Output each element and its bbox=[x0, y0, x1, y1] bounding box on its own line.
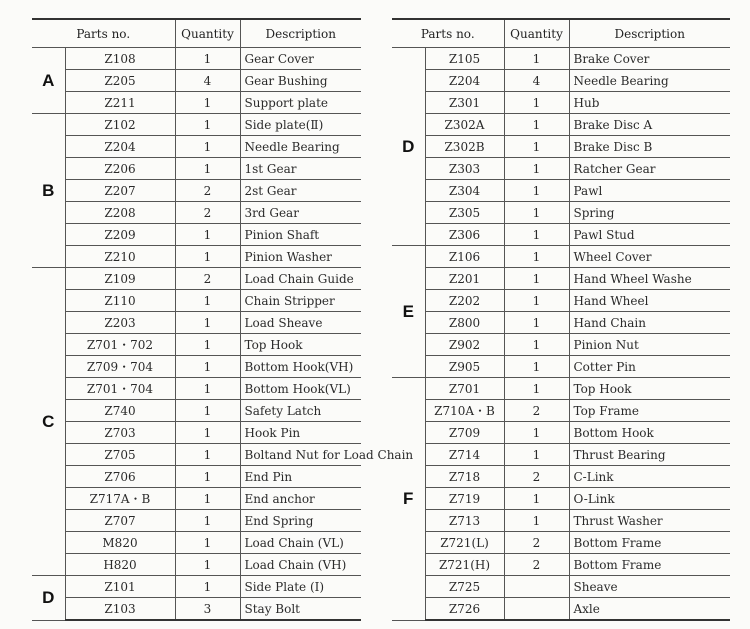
part-number: Z301 bbox=[425, 92, 504, 114]
quantity-cell: 1 bbox=[504, 488, 569, 510]
table-row bbox=[32, 422, 361, 444]
group-label: E bbox=[392, 246, 425, 378]
description-cell: Wheel Cover bbox=[569, 246, 730, 268]
quantity-cell: 1 bbox=[175, 400, 240, 422]
description-cell: Hand Chain bbox=[569, 312, 730, 334]
description-cell: Pawl bbox=[569, 180, 730, 202]
quantity-cell: 1 bbox=[175, 48, 240, 70]
description-cell: Safety Latch bbox=[240, 400, 361, 422]
table-row bbox=[32, 246, 361, 268]
description-cell: Pinion Shaft bbox=[240, 224, 361, 246]
quantity-cell: 2 bbox=[504, 532, 569, 554]
table-row bbox=[392, 356, 730, 378]
part-number: Z201 bbox=[425, 268, 504, 290]
part-number: Z905 bbox=[425, 356, 504, 378]
part-number: Z106 bbox=[425, 246, 504, 268]
table-row bbox=[32, 532, 361, 554]
description-cell: Chain Stripper bbox=[240, 290, 361, 312]
part-number: Z204 bbox=[425, 70, 504, 92]
quantity-cell: 1 bbox=[175, 532, 240, 554]
quantity-cell: 2 bbox=[175, 202, 240, 224]
part-number: Z706 bbox=[65, 466, 175, 488]
part-number: Z703 bbox=[65, 422, 175, 444]
part-number: Z304 bbox=[425, 180, 504, 202]
part-number: Z302B bbox=[425, 136, 504, 158]
description-cell: Pinion Washer bbox=[240, 246, 361, 268]
part-number: Z701・704 bbox=[65, 378, 175, 400]
description-cell: Boltand Nut for Load Chain bbox=[240, 444, 361, 466]
quantity-cell: 1 bbox=[504, 246, 569, 268]
table-row bbox=[32, 378, 361, 400]
quantity-cell: 1 bbox=[504, 92, 569, 114]
part-number: Z210 bbox=[65, 246, 175, 268]
description-header: Description bbox=[240, 19, 361, 48]
part-number: Z204 bbox=[65, 136, 175, 158]
table-row bbox=[392, 158, 730, 180]
quantity-cell: 1 bbox=[175, 312, 240, 334]
part-number: Z203 bbox=[65, 312, 175, 334]
description-cell: Bottom Frame bbox=[569, 532, 730, 554]
quantity-cell: 1 bbox=[504, 158, 569, 180]
part-number: Z202 bbox=[425, 290, 504, 312]
quantity-cell: 1 bbox=[504, 180, 569, 202]
description-cell: Ratcher Gear bbox=[569, 158, 730, 180]
part-number: Z207 bbox=[65, 180, 175, 202]
quantity-cell: 1 bbox=[175, 356, 240, 378]
part-number: Z707 bbox=[65, 510, 175, 532]
part-number: Z710A・B bbox=[425, 400, 504, 422]
part-number: Z209 bbox=[65, 224, 175, 246]
quantity-cell: 1 bbox=[175, 158, 240, 180]
quantity-cell: 1 bbox=[175, 290, 240, 312]
table-row bbox=[392, 246, 730, 268]
table-row bbox=[392, 180, 730, 202]
quantity-cell: 1 bbox=[504, 268, 569, 290]
description-cell: End Spring bbox=[240, 510, 361, 532]
part-number: Z705 bbox=[65, 444, 175, 466]
table-row bbox=[32, 598, 361, 621]
table-row bbox=[32, 510, 361, 532]
part-number: Z709 bbox=[425, 422, 504, 444]
part-number: Z303 bbox=[425, 158, 504, 180]
table-row bbox=[32, 356, 361, 378]
table-row bbox=[32, 488, 361, 510]
part-number: Z725 bbox=[425, 576, 504, 598]
quantity-cell: 1 bbox=[175, 246, 240, 268]
table-row bbox=[392, 532, 730, 554]
quantity-cell: 1 bbox=[175, 444, 240, 466]
description-cell: Load Chain Guide bbox=[240, 268, 361, 290]
table-row bbox=[32, 114, 361, 136]
table-row bbox=[392, 312, 730, 334]
table-row bbox=[32, 136, 361, 158]
description-cell: End anchor bbox=[240, 488, 361, 510]
description-cell: Bottom Frame bbox=[569, 554, 730, 576]
table-row bbox=[32, 92, 361, 114]
description-cell: Load Chain (VH) bbox=[240, 554, 361, 576]
table-row bbox=[392, 114, 730, 136]
part-number: Z721(H) bbox=[425, 554, 504, 576]
quantity-cell: 1 bbox=[504, 202, 569, 224]
description-cell: Bottom Hook bbox=[569, 422, 730, 444]
table-row bbox=[392, 466, 730, 488]
part-number: Z305 bbox=[425, 202, 504, 224]
description-cell: Thrust Bearing bbox=[569, 444, 730, 466]
description-cell: 2st Gear bbox=[240, 180, 361, 202]
quantity-cell: 1 bbox=[175, 334, 240, 356]
part-number: Z726 bbox=[425, 598, 504, 621]
description-cell: End Pin bbox=[240, 466, 361, 488]
quantity-cell: 2 bbox=[504, 554, 569, 576]
description-cell: Pinion Nut bbox=[569, 334, 730, 356]
quantity-cell: 1 bbox=[504, 378, 569, 400]
description-cell: Gear Bushing bbox=[240, 70, 361, 92]
part-number: Z713 bbox=[425, 510, 504, 532]
quantity-cell: 1 bbox=[504, 114, 569, 136]
description-cell: Thrust Washer bbox=[569, 510, 730, 532]
description-cell: Needle Bearing bbox=[240, 136, 361, 158]
quantity-cell: 1 bbox=[504, 356, 569, 378]
table-row bbox=[32, 180, 361, 202]
part-number: Z717A・B bbox=[65, 488, 175, 510]
table-row bbox=[32, 334, 361, 356]
quantity-cell: 1 bbox=[175, 466, 240, 488]
part-number: Z701 bbox=[425, 378, 504, 400]
quantity-cell: 2 bbox=[175, 268, 240, 290]
table-row bbox=[392, 92, 730, 114]
group-label: A bbox=[32, 48, 65, 114]
description-cell: Top Hook bbox=[240, 334, 361, 356]
group-label: D bbox=[32, 576, 65, 621]
part-number: Z208 bbox=[65, 202, 175, 224]
part-number: Z800 bbox=[425, 312, 504, 334]
part-number: Z740 bbox=[65, 400, 175, 422]
part-number: Z110 bbox=[65, 290, 175, 312]
quantity-cell: 1 bbox=[504, 422, 569, 444]
table-row bbox=[392, 224, 730, 246]
description-cell: Cotter Pin bbox=[569, 356, 730, 378]
table-row bbox=[32, 202, 361, 224]
table-row bbox=[32, 466, 361, 488]
description-cell: Support plate bbox=[240, 92, 361, 114]
table-row bbox=[392, 554, 730, 576]
table-row bbox=[392, 444, 730, 466]
quantity-cell: 4 bbox=[504, 70, 569, 92]
description-cell: Top Hook bbox=[569, 378, 730, 400]
description-cell: 3rd Gear bbox=[240, 202, 361, 224]
description-cell: 1st Gear bbox=[240, 158, 361, 180]
table-row bbox=[32, 444, 361, 466]
description-cell: Load Chain (VL) bbox=[240, 532, 361, 554]
part-number: M820 bbox=[65, 532, 175, 554]
description-cell: Top Frame bbox=[569, 400, 730, 422]
quantity-cell: 2 bbox=[175, 180, 240, 202]
description-cell: Sheave bbox=[569, 576, 730, 598]
quantity-cell: 1 bbox=[175, 576, 240, 598]
description-cell: Spring bbox=[569, 202, 730, 224]
quantity-cell: 1 bbox=[504, 510, 569, 532]
quantity-cell: 2 bbox=[504, 466, 569, 488]
description-cell: Brake Disc A bbox=[569, 114, 730, 136]
table-row bbox=[32, 576, 361, 598]
table-row bbox=[392, 202, 730, 224]
part-number: Z709・704 bbox=[65, 356, 175, 378]
table-row bbox=[392, 136, 730, 158]
quantity-header: Quantity bbox=[504, 19, 569, 48]
part-number: Z103 bbox=[65, 598, 175, 621]
description-cell: Hub bbox=[569, 92, 730, 114]
description-cell: Stay Bolt bbox=[240, 598, 361, 621]
table-row bbox=[392, 48, 730, 70]
parts-table-right bbox=[392, 18, 730, 621]
description-cell: Pawl Stud bbox=[569, 224, 730, 246]
description-cell: Side plate(Ⅱ) bbox=[240, 114, 361, 136]
part-number: Z719 bbox=[425, 488, 504, 510]
quantity-cell: 1 bbox=[175, 510, 240, 532]
table-row bbox=[392, 400, 730, 422]
group-label: D bbox=[392, 48, 425, 246]
quantity-header: Quantity bbox=[175, 19, 240, 48]
description-cell: Load Sheave bbox=[240, 312, 361, 334]
table-row bbox=[32, 312, 361, 334]
description-cell: Hand Wheel Washe bbox=[569, 268, 730, 290]
table-row bbox=[392, 576, 730, 598]
quantity-cell: 1 bbox=[504, 334, 569, 356]
quantity-cell: 1 bbox=[504, 444, 569, 466]
quantity-cell: 1 bbox=[175, 224, 240, 246]
table-row bbox=[32, 268, 361, 290]
table-row bbox=[392, 510, 730, 532]
table-row bbox=[392, 422, 730, 444]
part-number: Z108 bbox=[65, 48, 175, 70]
description-cell: Needle Bearing bbox=[569, 70, 730, 92]
description-cell: O-Link bbox=[569, 488, 730, 510]
description-cell: Bottom Hook(VH) bbox=[240, 356, 361, 378]
quantity-cell bbox=[504, 598, 569, 621]
table-row bbox=[392, 70, 730, 92]
group-label: C bbox=[32, 268, 65, 576]
table-row bbox=[32, 158, 361, 180]
part-number: Z718 bbox=[425, 466, 504, 488]
part-number: Z101 bbox=[65, 576, 175, 598]
table-row bbox=[392, 290, 730, 312]
quantity-cell: 1 bbox=[175, 488, 240, 510]
group-label: B bbox=[32, 114, 65, 268]
quantity-cell: 1 bbox=[175, 136, 240, 158]
description-cell: Gear Cover bbox=[240, 48, 361, 70]
description-cell: Hook Pin bbox=[240, 422, 361, 444]
quantity-cell: 1 bbox=[504, 48, 569, 70]
quantity-cell: 1 bbox=[504, 224, 569, 246]
group-label: F bbox=[392, 378, 425, 621]
table-row bbox=[392, 378, 730, 400]
table-row bbox=[32, 48, 361, 70]
part-number: Z306 bbox=[425, 224, 504, 246]
part-number: Z721(L) bbox=[425, 532, 504, 554]
table-row bbox=[32, 290, 361, 312]
parts-no-header: Parts no. bbox=[32, 19, 175, 48]
description-cell: Bottom Hook(VL) bbox=[240, 378, 361, 400]
table-row bbox=[32, 554, 361, 576]
quantity-cell bbox=[504, 576, 569, 598]
part-number: Z109 bbox=[65, 268, 175, 290]
table-row bbox=[392, 488, 730, 510]
table-row bbox=[32, 224, 361, 246]
description-cell: Brake Disc B bbox=[569, 136, 730, 158]
description-cell: Hand Wheel bbox=[569, 290, 730, 312]
part-number: Z302A bbox=[425, 114, 504, 136]
header-row bbox=[32, 19, 361, 48]
quantity-cell: 1 bbox=[175, 114, 240, 136]
quantity-cell: 1 bbox=[175, 554, 240, 576]
quantity-cell: 1 bbox=[175, 422, 240, 444]
header-row bbox=[392, 19, 730, 48]
table-row bbox=[392, 334, 730, 356]
part-number: Z105 bbox=[425, 48, 504, 70]
quantity-cell: 4 bbox=[175, 70, 240, 92]
description-cell: Brake Cover bbox=[569, 48, 730, 70]
part-number: Z714 bbox=[425, 444, 504, 466]
part-number: Z211 bbox=[65, 92, 175, 114]
table-row bbox=[392, 268, 730, 290]
quantity-cell: 2 bbox=[504, 400, 569, 422]
parts-table-left bbox=[32, 18, 414, 621]
quantity-cell: 3 bbox=[175, 598, 240, 621]
description-cell: Axle bbox=[569, 598, 730, 621]
part-number: Z701・702 bbox=[65, 334, 175, 356]
part-number: Z902 bbox=[425, 334, 504, 356]
quantity-cell: 1 bbox=[504, 312, 569, 334]
quantity-cell: 1 bbox=[175, 378, 240, 400]
table-row bbox=[32, 70, 361, 92]
part-number: Z205 bbox=[65, 70, 175, 92]
description-cell: C-Link bbox=[569, 466, 730, 488]
table-row bbox=[32, 400, 361, 422]
part-number: Z102 bbox=[65, 114, 175, 136]
description-cell: Side Plate (Ⅰ) bbox=[240, 576, 361, 598]
part-number: H820 bbox=[65, 554, 175, 576]
table-row bbox=[392, 598, 730, 621]
quantity-cell: 1 bbox=[504, 290, 569, 312]
part-number: Z206 bbox=[65, 158, 175, 180]
description-header: Description bbox=[569, 19, 730, 48]
quantity-cell: 1 bbox=[504, 136, 569, 158]
quantity-cell: 1 bbox=[175, 92, 240, 114]
parts-no-header: Parts no. bbox=[392, 19, 504, 48]
